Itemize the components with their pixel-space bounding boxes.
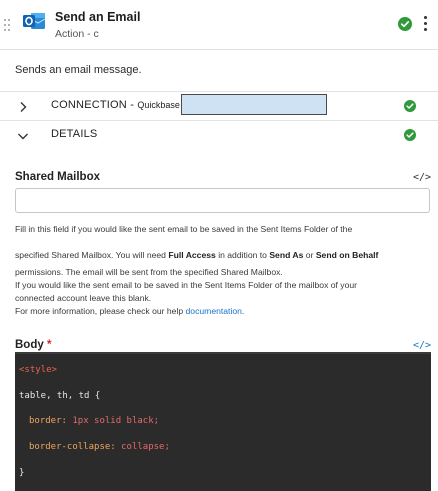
connection-name-highlight: [181, 94, 327, 115]
connection-sublabel: Quickbase: [137, 100, 180, 110]
help-text: permissions. The email will be sent from the specified Shared Mailbox.: [15, 267, 283, 277]
body-code-toggle[interactable]: </>: [413, 340, 432, 351]
chevron-right-icon: [17, 100, 29, 112]
help-text: specified Shared Mailbox. You will need Full Access in addition to Send As or Send on Behalf: [15, 250, 379, 260]
step-subtitle: Action - c: [55, 28, 99, 40]
drag-handle-icon[interactable]: [4, 19, 12, 31]
kebab-menu-icon[interactable]: [423, 16, 429, 32]
help-text: connected account leave this blank.: [15, 293, 152, 303]
check-circle-icon: [404, 128, 416, 140]
connection-section-toggle[interactable]: [0, 92, 438, 120]
help-text: For more information, please check our help documentation.: [15, 306, 245, 316]
code-line: border-collapse: collapse;: [29, 442, 170, 452]
code-line: table, th, td {: [19, 391, 101, 401]
help-text: Fill in this field if you would like the sent email to be saved in the Sent Items Folder of the: [15, 224, 353, 234]
step-header: [0, 0, 438, 50]
chevron-down-icon: [17, 129, 29, 141]
code-line: <style>: [19, 365, 57, 375]
check-circle-icon: [398, 17, 412, 31]
code-line: border: 1px solid black;: [29, 416, 160, 426]
shared-mailbox-input[interactable]: [15, 188, 430, 213]
connection-label: CONNECTION - Quickbase: [51, 99, 180, 111]
help-text: If you would like the sent email to be saved in the Sent Items Folder of the mailbox of your: [15, 280, 358, 290]
body-label: Body *: [15, 339, 52, 351]
code-line: }: [19, 468, 25, 478]
required-marker: *: [46, 339, 52, 351]
body-code-editor[interactable]: [15, 352, 431, 491]
check-circle-icon: [404, 99, 416, 111]
details-section-toggle[interactable]: [0, 121, 438, 149]
step-title: Send an Email: [55, 10, 141, 24]
details-label: DETAILS: [51, 128, 98, 140]
documentation-link[interactable]: documentation: [185, 306, 242, 316]
shared-mailbox-label: Shared Mailbox: [15, 171, 100, 183]
outlook-icon: [22, 9, 46, 33]
step-description: Sends an email message.: [15, 64, 142, 76]
shared-mailbox-code-toggle[interactable]: </>: [413, 172, 432, 183]
